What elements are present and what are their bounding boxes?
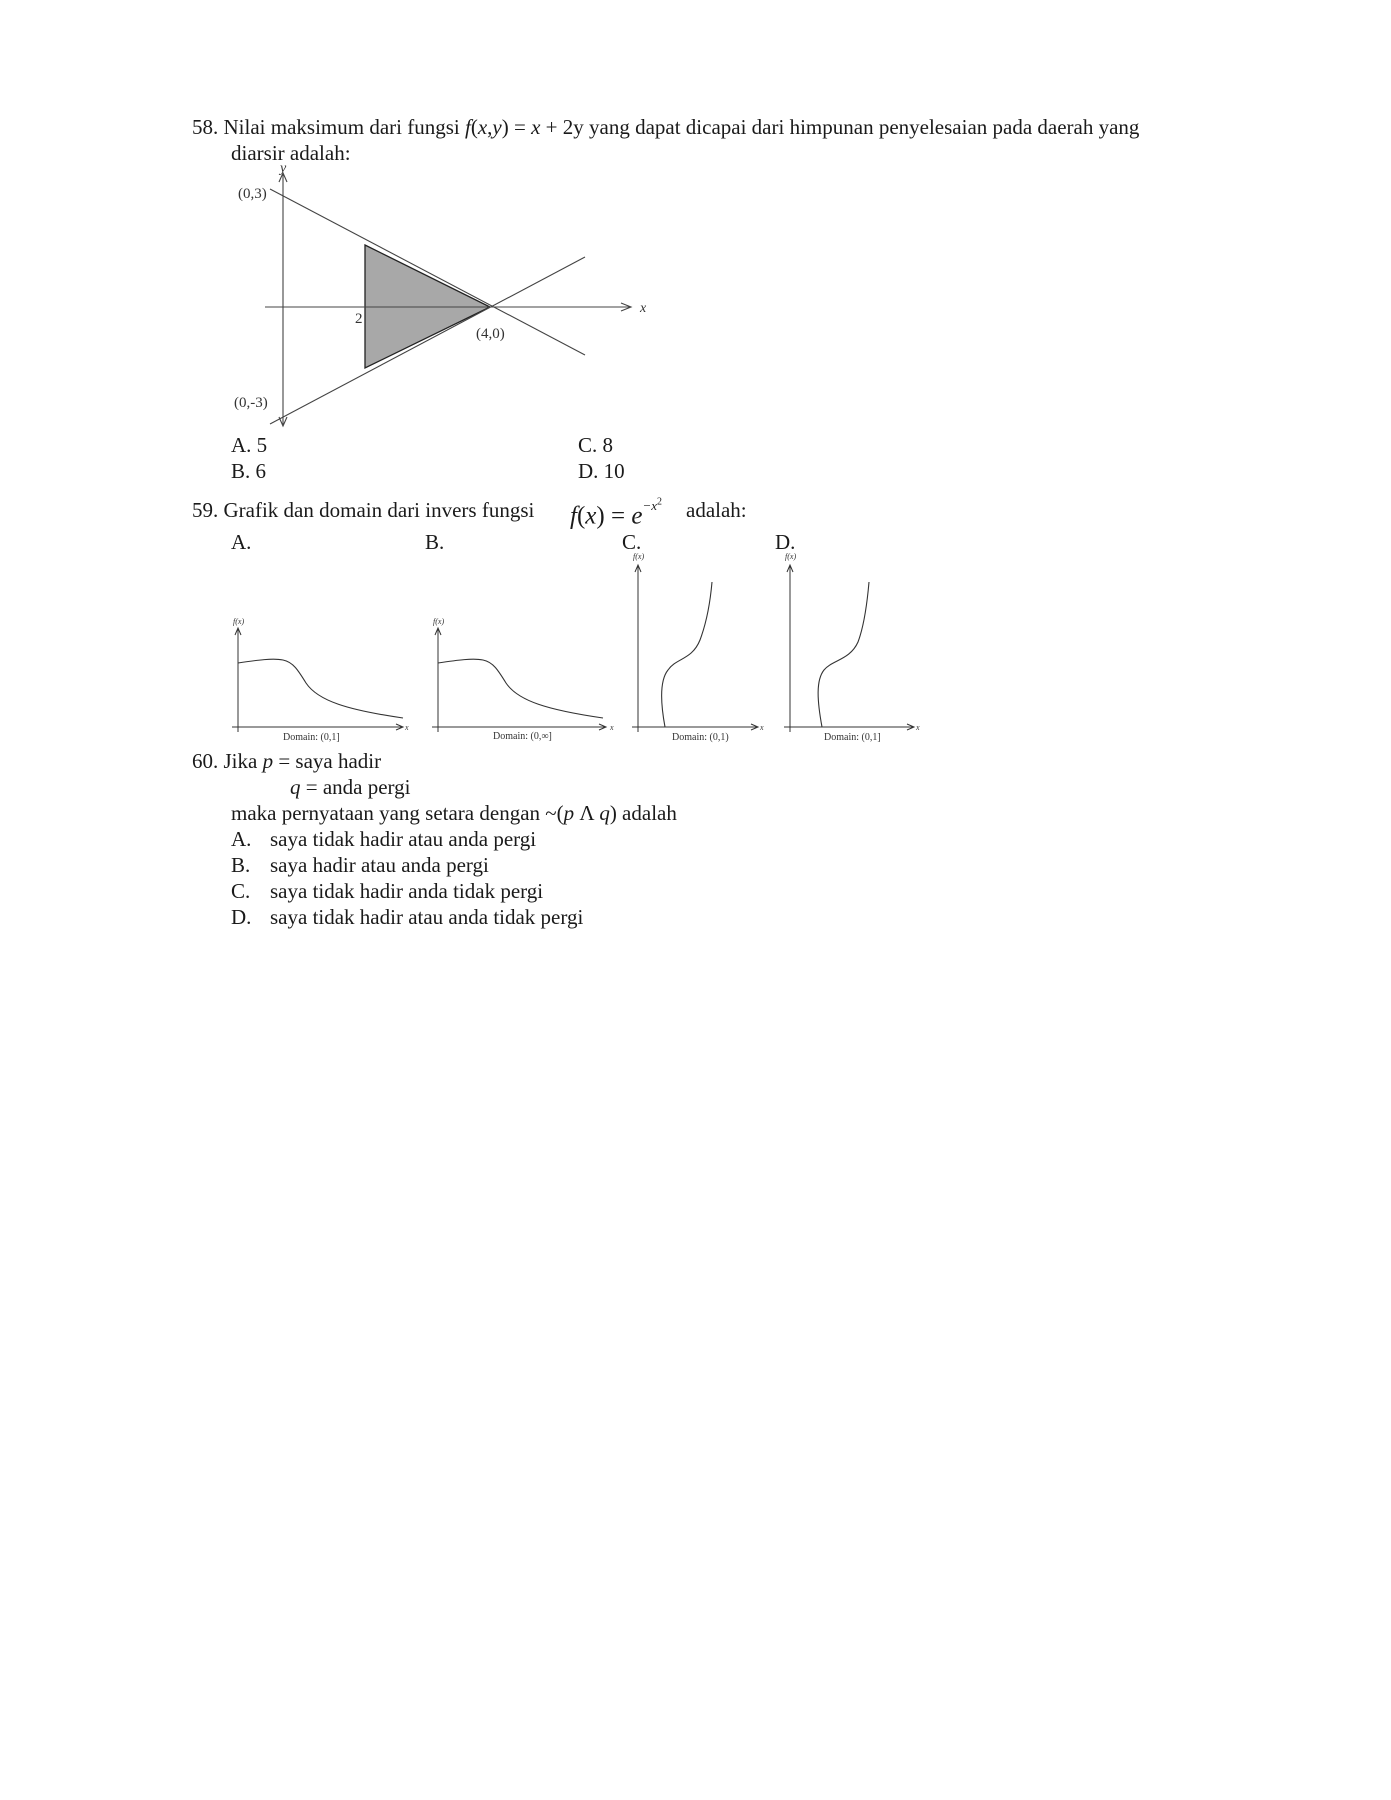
q60-statement	[231, 800, 677, 826]
q59-graph-a	[228, 615, 418, 745]
q59-label-a: A.	[231, 530, 252, 554]
q58-line1	[192, 114, 1139, 140]
q59-label-c: C.	[622, 530, 642, 554]
q58-x: x	[477, 115, 488, 139]
q60-p-def: = saya hadir	[273, 749, 382, 773]
q59-formula-e: e	[631, 502, 643, 530]
q59b-ylabel: f(x)	[433, 617, 445, 626]
q59-label-d: D.	[775, 530, 796, 554]
q58-region-graph	[220, 160, 660, 430]
q58-option-a: A. 5	[231, 433, 268, 457]
q59-graph-b	[428, 615, 628, 745]
q59a-xlabel: x	[405, 723, 409, 732]
q59-suffix: adalah:	[686, 498, 747, 522]
q59c-ylabel: f(x)	[633, 552, 645, 561]
q60-stmt-and: Λ	[574, 801, 600, 825]
q59-formula-f: f	[570, 502, 577, 530]
q58-y-label: y	[280, 161, 287, 176]
q58-point-top: (0,3)	[238, 186, 267, 202]
q59-exp-base: −x	[642, 498, 657, 514]
q59a-ylabel: f(x)	[233, 617, 245, 626]
q60-q-def: = anda pergi	[300, 775, 411, 799]
q60-option-c	[231, 878, 544, 904]
q60-number: 60.	[192, 749, 219, 773]
q60-jika: Jika	[223, 749, 263, 773]
q60-stmt-p: p	[563, 801, 575, 825]
q58-paren-open: (	[470, 115, 478, 139]
q59b-curve	[438, 659, 603, 718]
q60-line1	[192, 748, 381, 774]
q60-option-c-text: saya tidak hadir anda tidak pergi	[270, 879, 544, 903]
q58-y: y	[492, 115, 502, 139]
q59-exp-power: 2	[656, 497, 662, 508]
q60-option-d	[231, 904, 584, 930]
q59-formula-eq: ) =	[596, 502, 632, 530]
q60-option-b-letter: B.	[231, 853, 251, 877]
q60-q: q	[290, 775, 301, 799]
q59c-curve	[662, 582, 712, 727]
q59d-curve	[818, 582, 869, 727]
q58-line2: diarsir adalah:	[231, 141, 351, 165]
q58-x-label: x	[640, 301, 647, 316]
q59-formula-paren: (	[576, 502, 586, 530]
q59a-domain: Domain: (0,1]	[283, 732, 340, 743]
q59-graph-d	[772, 550, 927, 745]
q58-f: f	[464, 115, 471, 139]
q58-text-pre: Nilai maksimum dari fungsi	[223, 115, 465, 139]
q58-paren-close: ) =	[501, 115, 532, 139]
q60-line2	[290, 774, 411, 800]
q59a-curve	[238, 659, 403, 718]
q59-line	[192, 497, 534, 523]
q59-label-b: B.	[425, 530, 445, 554]
q60-stmt-q: q	[599, 801, 610, 825]
q59-number: 59.	[192, 498, 219, 522]
q60-option-b	[231, 852, 489, 878]
q58-tick-2: 2	[355, 311, 363, 327]
q58-option-b: B. 6	[231, 459, 267, 483]
q59-text: Grafik dan domain dari invers fungsi	[223, 498, 535, 522]
q60-option-b-text: saya hadir atau anda pergi	[270, 853, 489, 877]
q60-option-a-text: saya tidak hadir atau anda pergi	[270, 827, 537, 851]
q58-option-d: D. 10	[578, 459, 625, 483]
q60-option-a	[231, 826, 537, 852]
q59d-domain: Domain: (0,1]	[824, 732, 881, 743]
q59-formula-x: x	[585, 502, 597, 530]
q58-point-right: (4,0)	[476, 326, 505, 342]
q59-graph-c	[620, 550, 770, 745]
q58-number: 58.	[192, 115, 219, 139]
q59d-xlabel: x	[916, 723, 920, 732]
q58-option-c: C. 8	[578, 433, 614, 457]
q58-point-bottom: (0,-3)	[234, 395, 268, 411]
q59-formula-exponent	[642, 498, 662, 513]
q60-option-c-letter: C.	[231, 879, 251, 903]
q60-option-d-letter: D.	[231, 905, 252, 929]
q60-option-a-letter: A.	[231, 827, 252, 851]
q59d-ylabel: f(x)	[785, 552, 797, 561]
q59-formula	[570, 492, 662, 532]
q60-p: p	[262, 749, 274, 773]
q58-comma: ,	[487, 115, 493, 139]
q60-stmt-pre: maka pernyataan yang setara dengan ~(	[231, 801, 564, 825]
q59b-domain: Domain: (0,∞]	[493, 731, 552, 742]
q60-option-d-text: saya tidak hadir atau anda tidak pergi	[270, 905, 584, 929]
q59b-xlabel: x	[610, 723, 614, 732]
q60-stmt-post: ) adalah	[609, 801, 677, 825]
q59c-domain: Domain: (0,1)	[672, 732, 729, 743]
q59c-xlabel: x	[760, 723, 764, 732]
q58-text-post: + 2y yang dapat dicapai dari himpunan penyelesaian pada daerah yang	[540, 115, 1140, 139]
q58-x2: x	[531, 115, 541, 139]
